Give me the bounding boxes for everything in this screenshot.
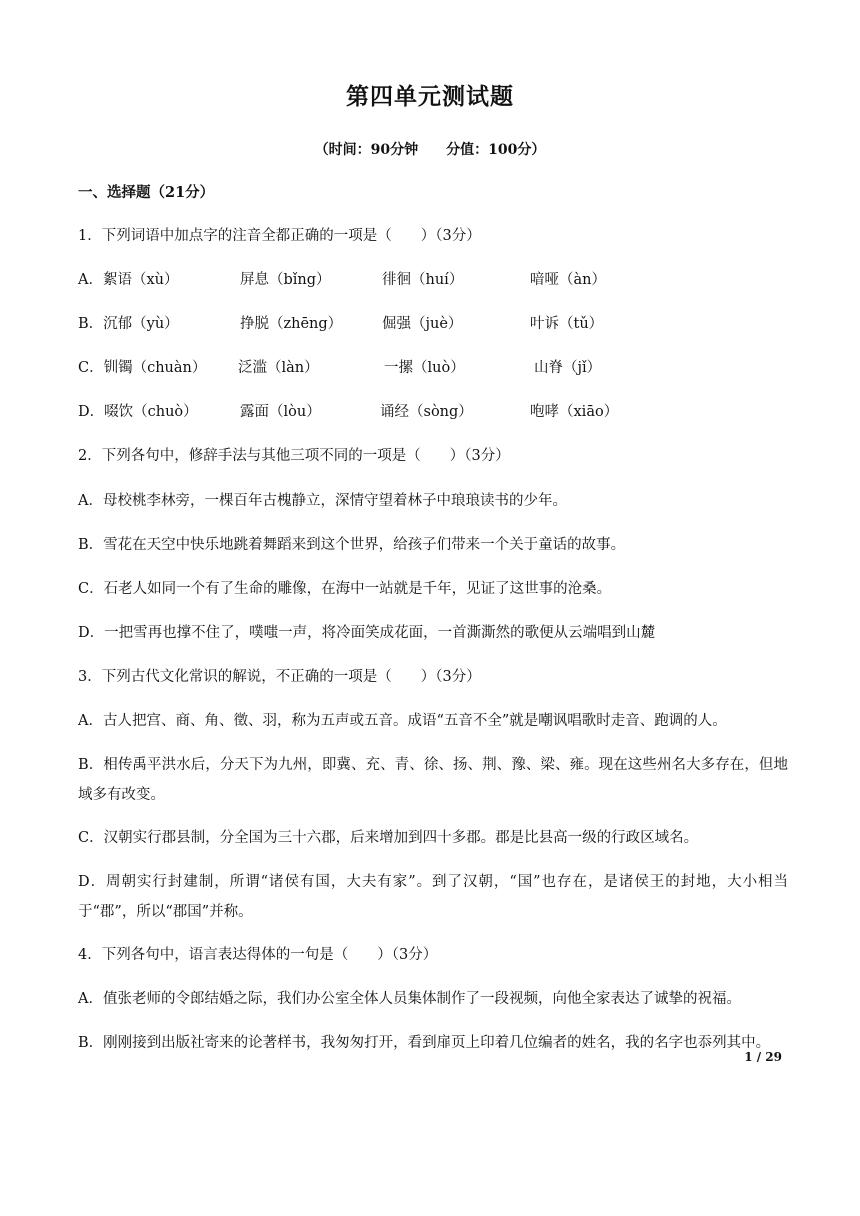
q1-a-word-3: 徘徊（huí） [382, 272, 464, 288]
q1-a-word-1: A．絮语（xù） [78, 272, 179, 288]
q2-option-d: D．一把雪再也撑不住了，噗嗤一声，将冷面笑成花面，一首澌澌然的歌便从云端唱到山麓 [78, 625, 656, 641]
q1-b-word-4: 叶诉（tǔ） [530, 316, 604, 332]
q4-option-b: B．刚刚接到出版社寄来的论著样书，我匆匆打开，看到扉页上印着几位编者的姓名，我的名字也忝列其中。 [78, 1035, 771, 1051]
q1-option-a [78, 268, 788, 292]
q1-b-word-3: 倔强（juè） [382, 316, 463, 332]
q1-d-word-4: 咆哮（xiāo） [530, 404, 619, 420]
q1-c-word-4: 山脊（jǐ） [534, 360, 602, 376]
q1-b-word-2: 挣脱（zhēng） [240, 316, 343, 332]
q1-b-word-1: B．沉郁（yù） [78, 316, 179, 332]
q1-option-d [78, 400, 788, 424]
page-number: 1 / 29 [744, 1050, 782, 1064]
q1-a-word-4: 喑哑（àn） [530, 272, 606, 288]
q1-option-b [78, 312, 788, 336]
exam-info [0, 139, 860, 159]
q4-option-a: A．值张老师的令郎结婚之际，我们办公室全体人员集体制作了一段视频，向他全家表达了诚挚的祝福。 [78, 991, 741, 1007]
question-1-stem: 1．下列词语中加点字的注音全都正确的一项是（ ）（3分） [78, 228, 481, 244]
q1-d-word-3: 诵经（sòng） [380, 404, 473, 420]
q3-option-b: B．相传禹平洪水后，分天下为九州，即冀、充、青、徐、扬、荆、豫、梁、雍。现在这些州名大多存在，但地域多有改变。 [78, 757, 788, 803]
q2-option-c: C．石老人如同一个有了生命的雕像，在海中一站就是千年，见证了这世事的沧桑。 [78, 581, 612, 597]
q1-d-word-1: D．啜饮（chuò） [78, 404, 198, 420]
exam-time: （时间：90分钟 [314, 142, 419, 158]
page-title: 第四单元测试题 [346, 83, 514, 110]
question-3-stem: 3．下列古代文化常识的解说，不正确的一项是（ ）（3分） [78, 669, 481, 685]
exam-score: 分值：100分） [446, 142, 546, 158]
q3-option-d: D．周朝实行封建制，所谓“诸侯有国，大夫有家”。到了汉朝，“国”也存在，是诸侯王的封地，大小相当于“郡”，所以“郡国”并称。 [78, 874, 788, 920]
question-4-stem: 4．下列各句中，语言表达得体的一句是（ ）（3分） [78, 947, 438, 963]
q2-option-b: B．雪花在天空中快乐地跳着舞蹈来到这个世界，给孩子们带来一个关于童话的故事。 [78, 537, 626, 553]
question-2-stem: 2．下列各句中，修辞手法与其他三项不同的一项是（ ）（3分） [78, 448, 510, 464]
q1-d-word-2: 露面（lòu） [240, 404, 321, 420]
q1-c-word-1: C．钏镯（chuàn） [78, 360, 207, 376]
section-heading: 一、选择题（21分） [78, 184, 215, 201]
q1-a-word-2: 屏息（bǐng） [240, 272, 331, 288]
q3-option-a: A．古人把宫、商、角、徵、羽，称为五声或五音。成语“五音不全”就是嘲讽唱歌时走音、跑调的人。 [78, 713, 727, 729]
q3-option-c: C．汉朝实行郡县制，分全国为三十六郡，后来增加到四十多郡。郡是比县高一级的行政区域名。 [78, 830, 699, 846]
q1-option-c [78, 356, 788, 380]
q1-c-word-3: 一摞（luò） [384, 360, 465, 376]
q1-c-word-2: 泛滥（làn） [238, 360, 319, 376]
q2-option-a: A．母校桃李林旁，一棵百年古槐静立，深情守望着林子中琅琅读书的少年。 [78, 493, 567, 509]
